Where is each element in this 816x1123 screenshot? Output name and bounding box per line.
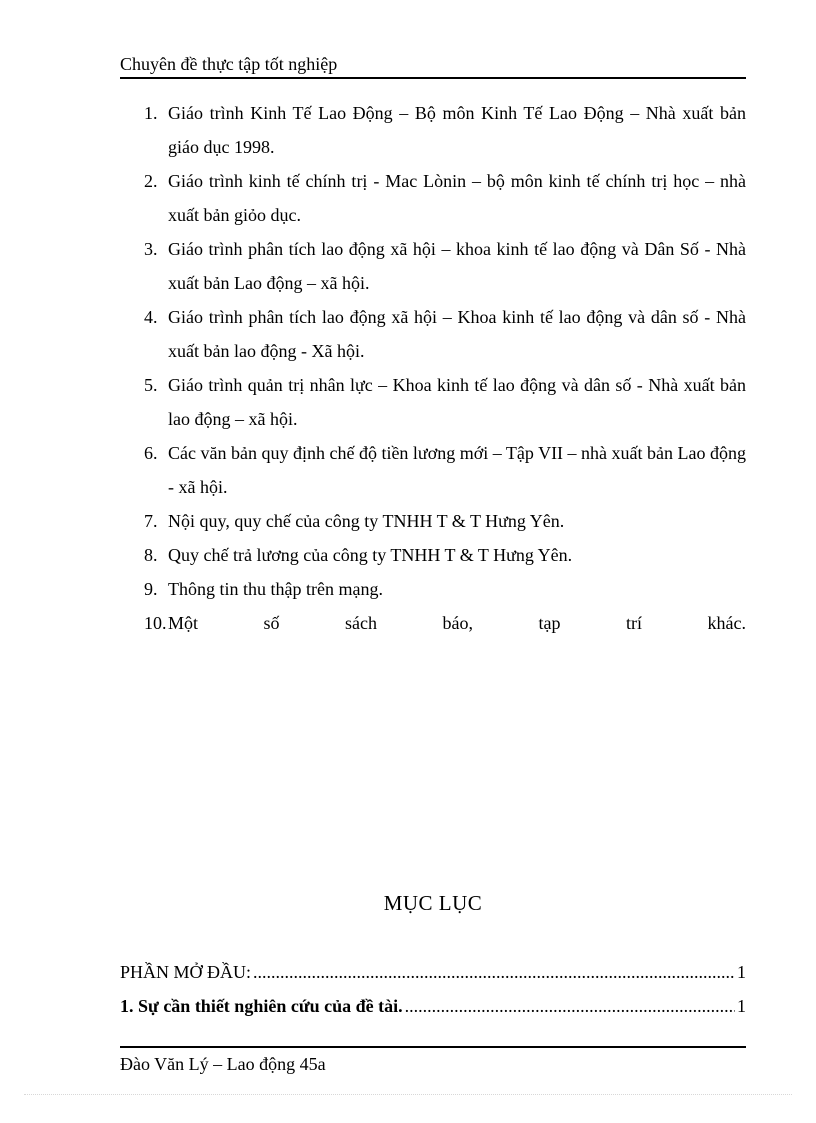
reference-number: 8. xyxy=(144,545,158,565)
reference-list xyxy=(120,96,746,640)
reference-text: Thông tin thu thập trên mạng. xyxy=(168,579,383,599)
page-footer xyxy=(120,1046,746,1078)
reference-number: 1. xyxy=(144,103,158,123)
toc-entry[interactable] xyxy=(120,992,746,1020)
reference-text: Một số sách báo, tạp trí khác. xyxy=(168,613,746,633)
page-header xyxy=(120,50,746,79)
toc-title: MỤC LỤC xyxy=(383,891,483,915)
reference-number: 7. xyxy=(144,511,158,531)
reference-item xyxy=(120,368,746,436)
reference-text: Quy chế trả lương của công ty TNHH T & T Hưng Yên. xyxy=(168,545,573,565)
reference-number: 6. xyxy=(144,443,158,463)
reference-item xyxy=(120,300,746,368)
toc-leader-dots xyxy=(405,992,735,1020)
toc-entry-label: 1. Sự cần thiết nghiên cứu của đề tài. xyxy=(120,996,403,1016)
reference-item xyxy=(120,572,746,606)
reference-item xyxy=(120,538,746,572)
footer-author: Đào Văn Lý – Lao động 45a xyxy=(120,1054,326,1074)
reference-number: 5. xyxy=(144,375,158,395)
reference-number: 4. xyxy=(144,307,158,327)
toc-entry-label: PHẦN MỞ ĐẦU: xyxy=(120,962,252,982)
reference-number: 2. xyxy=(144,171,158,191)
reference-text: Giáo trình phân tích lao động xã hội – Khoa kinh tế lao động và dân số - Nhà xuất bản lao động - Xã hội. xyxy=(168,307,746,361)
toc-entry-page: 1 xyxy=(737,962,746,982)
reference-item xyxy=(120,606,746,640)
header-title: Chuyên đề thực tập tốt nghiệp xyxy=(120,54,338,74)
reference-item xyxy=(120,504,746,538)
reference-item xyxy=(120,164,746,232)
reference-text: Giáo trình quản trị nhân lực – Khoa kinh tế lao động và dân số - Nhà xuất bản lao động – xã hội. xyxy=(168,375,746,429)
toc-leader-dots xyxy=(253,958,735,986)
reference-number: 9. xyxy=(144,579,158,599)
page-bottom-divider xyxy=(24,1094,792,1095)
reference-item xyxy=(120,232,746,300)
reference-text: Các văn bản quy định chế độ tiền lương mới – Tập VII – nhà xuất bản Lao động - xã hội. xyxy=(168,443,747,497)
reference-item xyxy=(120,436,746,504)
toc-entry-page: 1 xyxy=(737,996,746,1016)
toc-entry[interactable] xyxy=(120,958,746,986)
reference-text: Nội quy, quy chế của công ty TNHH T & T Hưng Yên. xyxy=(168,511,565,531)
reference-number: 3. xyxy=(144,239,158,259)
reference-number: 10. xyxy=(144,613,167,633)
reference-text: Giáo trình phân tích lao động xã hội – khoa kinh tế lao động và Dân Số - Nhà xuất bản Lao động – xã hội. xyxy=(168,239,746,293)
reference-item xyxy=(120,96,746,164)
reference-text: Giáo trình kinh tế chính trị - Mac Lònin – bộ môn kinh tế chính trị học – nhà xuất bản giỏo dục. xyxy=(168,171,746,225)
reference-text: Giáo trình Kinh Tế Lao Động – Bộ môn Kinh Tế Lao Động – Nhà xuất bản giáo dục 1998. xyxy=(168,103,746,157)
